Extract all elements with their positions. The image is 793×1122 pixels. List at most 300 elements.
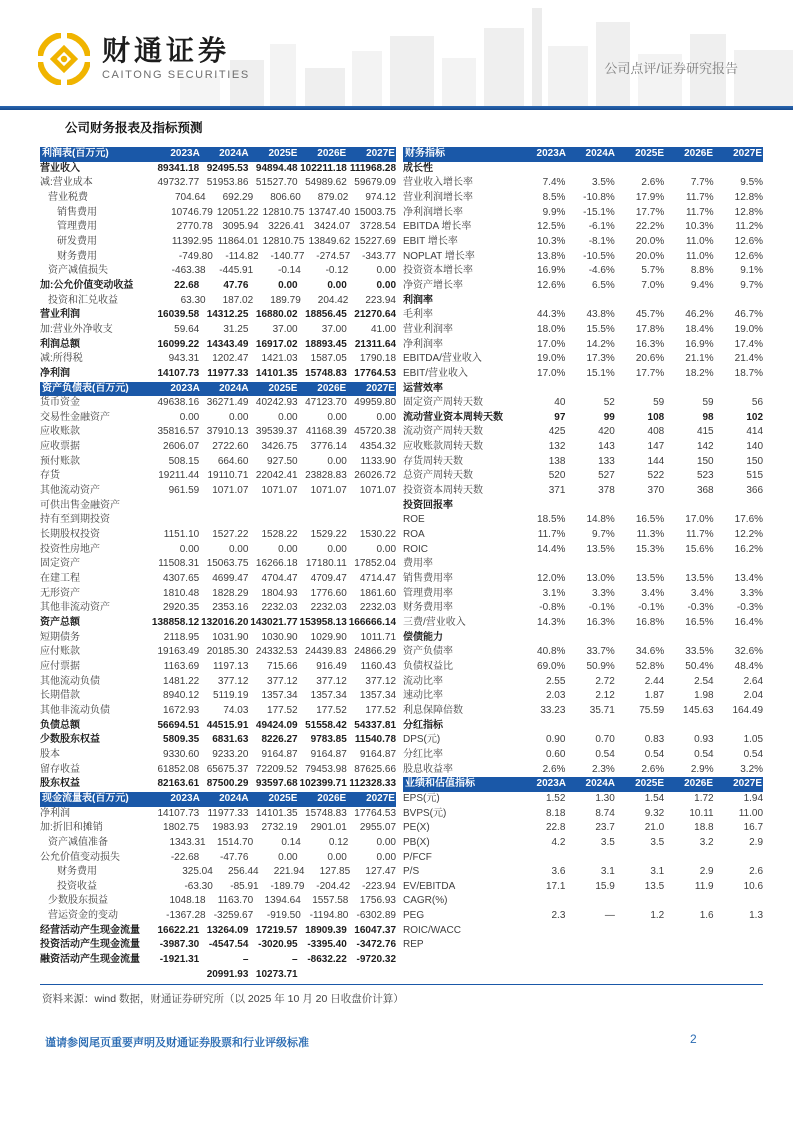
cell-value: 0.54 xyxy=(595,748,615,760)
cell-value: 3.1 xyxy=(650,866,665,878)
year-column-header: 2023A xyxy=(170,382,200,394)
cell-value: 2.54 xyxy=(694,675,714,687)
cell-value: 65675.37 xyxy=(206,763,249,775)
cell-value xyxy=(248,499,297,514)
cell-value: 11864.01 xyxy=(217,235,259,247)
table-row xyxy=(40,162,396,177)
cell-value: 16.2% xyxy=(734,543,764,555)
cell-value: 11.7% xyxy=(686,529,714,541)
table-row xyxy=(40,469,396,484)
cell-value: 11977.33 xyxy=(207,807,249,819)
cell-value: 11540.78 xyxy=(354,734,397,746)
cell-value: 704.64 xyxy=(175,191,206,203)
table-row xyxy=(40,352,396,367)
row-label: NOPLAT 增长率 xyxy=(403,250,475,262)
cell-value: 0.00 xyxy=(327,411,347,423)
row-label: DPS(元) xyxy=(403,734,441,746)
page-title: 公司财务报表及指标预测 xyxy=(65,121,203,135)
row-label: 销售费用率 xyxy=(403,573,453,585)
cell-value: 0.00 xyxy=(327,279,347,291)
cell-value: 2606.07 xyxy=(163,441,200,453)
cell-value: 17.9% xyxy=(635,191,665,203)
row-label: 净利润增长率 xyxy=(403,206,463,218)
cell-value xyxy=(565,851,614,866)
cell-value: 2920.35 xyxy=(163,602,200,614)
row-label: 投资收益 xyxy=(57,880,97,892)
cell-value: 16039.58 xyxy=(157,309,200,321)
row-label: 偿债能力 xyxy=(403,631,443,643)
cell-value: – xyxy=(242,954,249,966)
cell-value: 1528.22 xyxy=(261,529,298,541)
year-column-header: 2024A xyxy=(219,792,249,804)
cell-value: 51527.70 xyxy=(255,177,298,189)
cell-value: 414 xyxy=(746,426,764,438)
cell-value: 1.30 xyxy=(595,792,615,804)
cell-value: 44515.91 xyxy=(206,719,249,731)
row-label: 公允价值变动损失 xyxy=(40,851,120,863)
cell-value: 16.5% xyxy=(635,514,665,526)
table-row xyxy=(40,220,396,235)
row-label: 费用率 xyxy=(403,558,433,570)
table-row xyxy=(403,675,763,690)
cell-value: 8.5% xyxy=(542,191,566,203)
row-label: PEG xyxy=(403,910,425,922)
cell-value: 79453.98 xyxy=(305,763,347,775)
cell-value: 13264.09 xyxy=(206,924,249,936)
cell-value: 59 xyxy=(702,397,714,409)
cell-value: 11392.95 xyxy=(171,235,213,247)
section-header-row xyxy=(40,382,396,397)
cell-value: 14.2% xyxy=(586,338,615,350)
cell-value: -204.42 xyxy=(316,880,351,892)
cell-value: 16047.37 xyxy=(354,924,397,936)
cell-value: 4714.47 xyxy=(359,573,397,585)
cell-value xyxy=(516,894,565,909)
cell-value: 15003.75 xyxy=(354,206,396,218)
cell-value: 1529.22 xyxy=(310,529,347,541)
table-row xyxy=(40,587,396,602)
cell-value: 1861.60 xyxy=(359,587,397,599)
cell-value: -0.3% xyxy=(687,602,714,614)
cell-value: 0.00 xyxy=(327,455,347,467)
cell-value: 12.5% xyxy=(537,221,566,233)
cell-value xyxy=(516,382,565,397)
table-row xyxy=(40,484,396,499)
row-label: 资产减值损失 xyxy=(48,265,108,277)
table-row xyxy=(403,250,763,265)
cell-value: 1790.18 xyxy=(359,353,397,365)
cell-value: 2.3% xyxy=(592,763,615,775)
cell-value xyxy=(664,924,713,939)
cell-value: -0.8% xyxy=(539,602,566,614)
cell-value: 31.25 xyxy=(223,323,249,335)
table-row xyxy=(40,411,396,426)
section-title: 资产负债表(百万元) xyxy=(42,382,129,394)
cell-value xyxy=(565,294,614,309)
cell-value: 41.00 xyxy=(370,323,397,335)
cell-value: 22042.41 xyxy=(255,470,298,482)
cell-value: 6.5% xyxy=(592,279,615,291)
cell-value: -0.14 xyxy=(277,265,301,277)
cell-value: 1.6 xyxy=(699,910,714,922)
cell-value: 2.44 xyxy=(644,675,665,687)
cell-value: 52 xyxy=(603,397,615,409)
cell-value: 0.00 xyxy=(376,411,397,423)
cell-value: 49424.09 xyxy=(255,719,298,731)
row-label: 应收账款 xyxy=(40,426,80,438)
row-label: 成长性 xyxy=(403,162,433,174)
cell-value: 3.5 xyxy=(600,836,615,848)
cell-value: 1.72 xyxy=(694,792,714,804)
table-row xyxy=(403,689,763,704)
row-label: 减:所得税 xyxy=(40,353,83,365)
cell-value: -0.1% xyxy=(638,602,665,614)
cell-value: 4699.47 xyxy=(212,573,249,585)
cell-value: 13.5% xyxy=(685,573,714,585)
row-label: 管理费用 xyxy=(57,221,97,233)
table-row xyxy=(40,425,396,440)
cell-value: 520 xyxy=(548,470,566,482)
cell-value: -6302.89 xyxy=(356,910,396,922)
cell-value: 0.60 xyxy=(545,748,566,760)
row-label: 运营效率 xyxy=(403,382,443,394)
cell-value: 5809.35 xyxy=(163,734,200,746)
row-label: EBIT 增长率 xyxy=(403,235,458,247)
cell-value: 166666.14 xyxy=(348,617,397,628)
row-label: 净利润 xyxy=(40,807,70,819)
cell-value xyxy=(516,938,565,953)
cell-value: 1031.90 xyxy=(212,631,249,643)
cell-value: 46.2% xyxy=(685,309,714,321)
cell-value: 21.1% xyxy=(685,353,714,365)
table-row xyxy=(40,557,396,572)
cell-value: 34.6% xyxy=(635,646,665,658)
cell-value: 0.00 xyxy=(228,543,249,555)
cell-value: 0.00 xyxy=(327,851,347,863)
cell-value: 8.18 xyxy=(545,807,566,819)
cell-value: 93597.68 xyxy=(255,778,298,790)
table-row xyxy=(40,953,396,968)
cell-value: 17852.04 xyxy=(354,558,397,570)
year-column-header: 2023A xyxy=(170,792,200,804)
cell-value: 11977.33 xyxy=(207,367,249,379)
cell-value: 1.52 xyxy=(545,792,566,804)
cell-value: 3.1 xyxy=(600,866,615,878)
cell-value: 177.52 xyxy=(365,704,397,716)
table-row xyxy=(40,865,396,880)
row-label: 营业利润 xyxy=(40,309,80,321)
cell-value: -3472.76 xyxy=(356,939,397,951)
brand-block xyxy=(38,33,250,85)
row-label: PE(X) xyxy=(403,822,430,834)
cell-value: 10.3% xyxy=(537,235,566,247)
cell-value: 6831.63 xyxy=(212,734,249,746)
cell-value xyxy=(516,924,565,939)
cell-value: -3987.30 xyxy=(159,939,200,951)
cell-value: 20991.93 xyxy=(206,968,249,980)
table-row xyxy=(40,719,396,734)
cell-value: 3.1% xyxy=(542,587,566,599)
year-column-header: 2027E xyxy=(366,382,395,394)
row-label: 投资活动产生现金流量 xyxy=(40,939,140,951)
cell-value: 1163.69 xyxy=(163,660,200,672)
cell-value: 1357.34 xyxy=(310,690,347,702)
table-row xyxy=(403,338,763,353)
cell-value: 13.8% xyxy=(537,250,566,262)
cell-value xyxy=(516,499,565,514)
year-column-header: 2025E xyxy=(268,382,298,394)
cell-value: 16.9% xyxy=(537,265,566,277)
cell-value: 10273.71 xyxy=(255,968,298,980)
section-header-row xyxy=(40,147,396,162)
cell-value: -1194.80 xyxy=(309,910,349,922)
cell-value: 54989.62 xyxy=(305,177,347,189)
cell-value: 12.6% xyxy=(734,235,764,247)
cell-value xyxy=(150,968,199,983)
brand-name-cn: 财通证券 xyxy=(102,36,231,67)
cell-value: 45720.38 xyxy=(354,426,397,438)
row-label: 其他流动资产 xyxy=(40,485,100,497)
cell-value: 17.0% xyxy=(537,338,566,350)
cell-value: -4.6% xyxy=(588,265,615,277)
cell-value: 0.00 xyxy=(376,851,397,863)
table-row xyxy=(403,807,763,822)
row-label: 加:公允价值变动收益 xyxy=(40,279,134,291)
table-row xyxy=(403,499,763,514)
cell-value: 1.87 xyxy=(644,690,665,702)
row-label: EPS(元) xyxy=(403,792,440,804)
cell-value: 7.7% xyxy=(690,177,714,189)
cell-value: 3728.54 xyxy=(359,221,396,233)
cell-value: 33.5% xyxy=(685,646,714,658)
row-label: 管理费用率 xyxy=(403,587,453,599)
cell-value: 2732.19 xyxy=(261,822,298,834)
row-label: 财务费用 xyxy=(57,250,97,262)
cell-value: 16.8% xyxy=(635,617,665,628)
cell-value: 189.79 xyxy=(270,294,301,306)
table-row xyxy=(40,191,396,206)
row-label: 少数股东损益 xyxy=(48,895,108,907)
table-row xyxy=(403,836,763,851)
year-column-header: 2025E xyxy=(268,148,298,159)
table-row xyxy=(40,645,396,660)
cell-value: 33.7% xyxy=(586,646,615,658)
row-label: 股息收益率 xyxy=(403,763,453,775)
cell-value xyxy=(714,938,763,953)
cell-value: 0.00 xyxy=(327,543,347,555)
table-row xyxy=(403,162,763,177)
cell-value: 0.00 xyxy=(376,836,396,848)
cell-value: 9233.20 xyxy=(212,748,249,760)
cell-value: -1367.28 xyxy=(166,910,206,922)
cell-value: 16.9% xyxy=(685,338,714,350)
cell-value xyxy=(516,719,565,734)
cell-value: 2.04 xyxy=(743,690,764,702)
cell-value: 0.00 xyxy=(376,543,397,555)
cell-value: 111968.28 xyxy=(349,162,397,174)
cell-value: 20185.30 xyxy=(206,646,249,658)
table-row xyxy=(40,880,396,895)
table-row xyxy=(40,528,396,543)
cell-value: 2.9 xyxy=(699,866,714,878)
cell-value: 2722.60 xyxy=(212,441,249,453)
table-row xyxy=(403,616,763,631)
cell-value xyxy=(615,294,664,309)
row-label: 营业利润增长率 xyxy=(403,191,473,203)
table-row xyxy=(40,264,396,279)
cell-value xyxy=(714,719,763,734)
cell-value: 17.7% xyxy=(635,367,665,379)
row-label: 固定资产周转天数 xyxy=(403,397,483,409)
table-row xyxy=(40,748,396,763)
cell-value: 0.00 xyxy=(278,543,298,555)
table-row xyxy=(40,396,396,411)
cell-value: – xyxy=(292,954,298,966)
cell-value: 1983.93 xyxy=(212,822,249,834)
cell-value: 1.2 xyxy=(650,910,665,922)
cell-value: 72209.52 xyxy=(255,763,298,775)
cell-value: 11.0% xyxy=(686,235,714,247)
cell-value: 17764.53 xyxy=(354,367,397,379)
table-row xyxy=(403,220,763,235)
cell-value: 2.55 xyxy=(545,675,566,687)
cell-value: 223.94 xyxy=(365,294,396,306)
cell-value: 24439.83 xyxy=(305,646,347,658)
table-row xyxy=(40,763,396,778)
cell-value: 15063.75 xyxy=(206,558,249,570)
cell-value: 59.64 xyxy=(174,323,200,335)
cell-value: 4704.47 xyxy=(261,573,298,585)
cell-value: 2118.95 xyxy=(163,631,200,643)
cell-value: 692.29 xyxy=(222,191,254,203)
cell-value: 806.60 xyxy=(270,191,301,203)
cell-value: 2.6% xyxy=(542,763,566,775)
cell-value: 10.6 xyxy=(743,880,764,892)
cell-value: -9720.32 xyxy=(356,954,397,966)
cell-value: 15.5% xyxy=(586,323,615,335)
table-row xyxy=(403,763,763,778)
cell-value: 18.0% xyxy=(537,323,566,335)
cell-value: 943.31 xyxy=(168,353,200,365)
cell-value: 37.00 xyxy=(321,323,347,335)
cell-value: 87625.66 xyxy=(354,763,397,775)
cell-value xyxy=(615,382,664,397)
cell-value: 0.54 xyxy=(644,748,665,760)
table-row xyxy=(403,440,763,455)
row-label: REP xyxy=(403,939,424,951)
row-label: 交易性金融资产 xyxy=(40,411,110,423)
cell-value: 961.59 xyxy=(168,485,200,497)
cell-value: -0.3% xyxy=(736,602,764,614)
row-label: 融资活动产生现金流量 xyxy=(40,954,140,966)
cell-value: 12.6% xyxy=(734,250,764,262)
cell-value: 9164.87 xyxy=(310,748,347,760)
cell-value: 1421.03 xyxy=(261,353,298,365)
cell-value: 11.0% xyxy=(686,250,714,262)
cell-value xyxy=(664,382,713,397)
row-label: P/FCF xyxy=(403,851,432,863)
row-label: 投资性房地产 xyxy=(40,543,100,555)
cell-value: 16099.22 xyxy=(157,338,200,350)
cell-value: 12810.75 xyxy=(262,206,305,218)
caitong-logo-icon xyxy=(38,33,90,85)
table-row xyxy=(40,660,396,675)
cell-value: 23.7 xyxy=(595,822,615,834)
table-row xyxy=(40,206,396,221)
year-column-header: 2025E xyxy=(635,148,664,159)
cell-value: 98 xyxy=(702,411,714,423)
year-column-header: 2023A xyxy=(536,778,566,790)
cell-value: 147 xyxy=(647,441,665,453)
cell-value: 13849.62 xyxy=(308,235,351,247)
cell-value: 17.1 xyxy=(545,880,566,892)
cell-value xyxy=(615,162,664,177)
cell-value: 133 xyxy=(598,455,615,467)
cell-value xyxy=(298,499,347,514)
table-row xyxy=(403,279,763,294)
cell-value: 2.12 xyxy=(595,690,615,702)
table-row xyxy=(403,894,763,909)
cell-value: 1828.29 xyxy=(212,587,249,599)
cell-value: 0.00 xyxy=(278,411,298,423)
cell-value: 1163.70 xyxy=(217,895,254,907)
row-label: 长期股权投资 xyxy=(40,529,100,541)
table-row xyxy=(403,469,763,484)
cell-value: 1394.64 xyxy=(264,895,301,907)
cell-value: 1.3 xyxy=(749,910,764,922)
table-row xyxy=(40,235,396,250)
year-column-header: 2027E xyxy=(733,148,762,159)
cell-value: 102211.18 xyxy=(300,162,347,174)
cell-value: 1202.47 xyxy=(212,353,249,365)
row-label: 财务费用率 xyxy=(403,602,453,614)
row-label: 经营活动产生现金流量 xyxy=(40,924,140,936)
row-label: 毛利率 xyxy=(403,309,433,321)
table-row xyxy=(403,865,763,880)
cell-value: 16622.21 xyxy=(157,924,200,936)
row-label: EBITDA 增长率 xyxy=(403,221,472,233)
cell-value: 14.8% xyxy=(586,514,615,526)
cell-value: 508.15 xyxy=(168,455,200,467)
cell-value: 48.4% xyxy=(734,660,764,672)
cell-value: 3426.75 xyxy=(261,441,298,453)
cell-value: 59679.09 xyxy=(354,177,397,189)
table-row xyxy=(40,851,396,866)
cell-value: -4547.54 xyxy=(208,939,249,951)
cell-value: -6.1% xyxy=(588,221,615,233)
table-row xyxy=(40,807,396,822)
table-row xyxy=(40,704,396,719)
row-label: 营业税费 xyxy=(48,191,88,203)
cell-value: 13.0% xyxy=(586,573,615,585)
table-row xyxy=(40,821,396,836)
table-row xyxy=(40,279,396,294)
cell-value: 19.0% xyxy=(734,323,764,335)
cell-value: 97 xyxy=(554,411,566,423)
cell-value: 17.7% xyxy=(635,206,665,218)
table-row xyxy=(403,748,763,763)
year-column-header: 2023A xyxy=(170,148,200,159)
cell-value: 21311.64 xyxy=(354,338,397,350)
cell-value: 20.6% xyxy=(635,353,665,365)
cell-value: 40242.93 xyxy=(255,397,298,409)
table-row xyxy=(403,235,763,250)
row-label: ROE xyxy=(403,514,425,526)
cell-value: 21270.64 xyxy=(354,309,397,321)
cell-value: 1557.58 xyxy=(312,895,349,907)
year-column-header: 2027E xyxy=(366,148,395,159)
year-column-header: 2026E xyxy=(684,148,713,159)
